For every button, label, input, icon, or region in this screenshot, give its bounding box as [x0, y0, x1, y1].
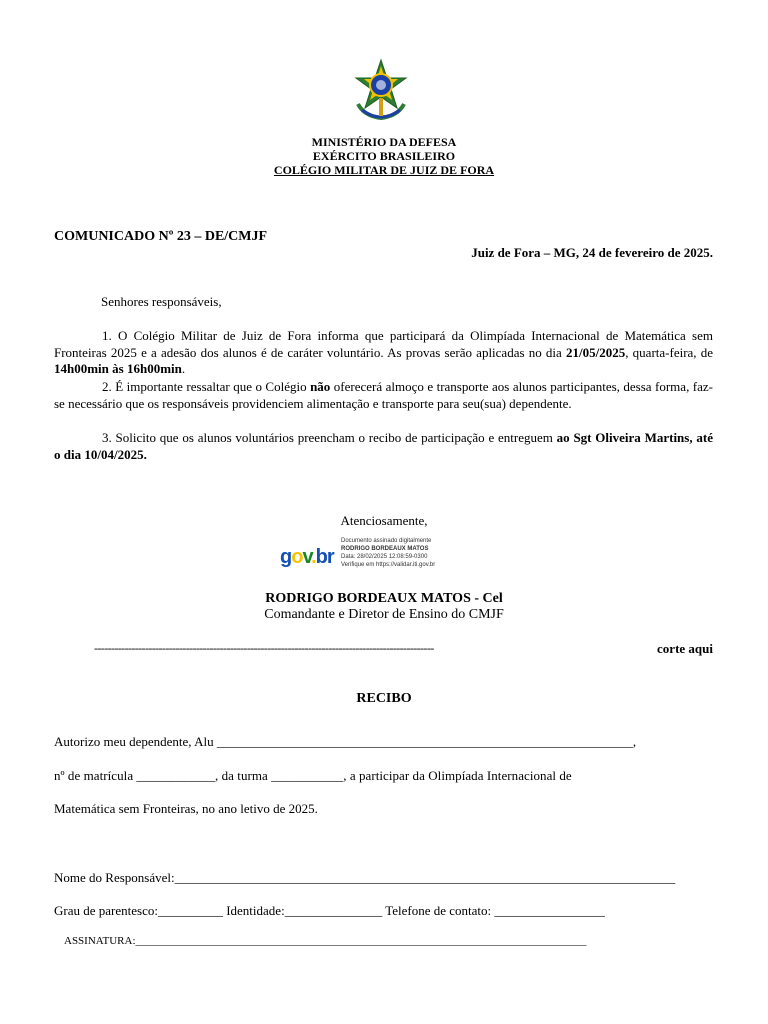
- paragraph-2: 2. É importante ressaltar que o Colégio não oferecerá almoço e transporte aos alunos participantes, dessa forma, faz-se necessário que os responsáveis providenciem alimentação e transporte para seu(sua) dependente.: [54, 379, 713, 411]
- closing: Atenciosamente,: [340, 513, 428, 528]
- communique-number: COMUNICADO Nº 23 – DE/CMJF: [54, 229, 268, 244]
- cut-line: ----------------------------------------------------------------------------------------------------: [94, 641, 434, 655]
- cut-label: corte aqui: [657, 641, 713, 656]
- digital-signature-stamp: [280, 538, 480, 574]
- govbr-logo: gov.br: [280, 546, 334, 568]
- receipt-line-2[interactable]: nº de matrícula ____________, da turma ___________, a participar da Olimpíada Internacional de: [54, 768, 572, 783]
- signer-name: RODRIGO BORDEAUX MATOS - Cel: [265, 591, 503, 606]
- signer-title: Comandante e Diretor de Ensino do CMJF: [264, 607, 504, 622]
- greeting: Senhores responsáveis,: [101, 294, 222, 309]
- receipt-title: RECIBO: [356, 691, 412, 706]
- responsavel-name-field[interactable]: _____________________________________________________________________________: [174, 870, 676, 885]
- responsavel-row: Nome do Responsável:_____________________________________________________________________________: [54, 870, 676, 885]
- grau-field[interactable]: __________: [157, 903, 223, 918]
- place-date: Juiz de Fora – MG, 24 de fevereiro de 2025.: [471, 245, 713, 260]
- signature-date: Data: 28/02/2025 12:08:59-0300: [341, 554, 428, 560]
- details-row: Grau de parentesco:__________ Identidade:_______________ Telefone de contato: _________________: [54, 903, 605, 918]
- signature-field[interactable]: __________________________________________________________________________________: [135, 935, 587, 947]
- signature-line-1: Documento assinado digitalmente: [341, 538, 432, 544]
- receipt-line-1: Autorizo meu dependente, Alu ________________________________________________________________,: [54, 734, 637, 749]
- paragraph-3: 3. Solicito que os alunos voluntários preencham o recibo de participação e entreguem ao Sgt Oliveira Martins, até o dia 10/04/2025.: [54, 430, 713, 462]
- dependent-name-field[interactable]: ________________________________________________________________: [216, 734, 633, 749]
- receipt-line-3: Matemática sem Fronteiras, no ano letivo de 2025.: [54, 801, 318, 816]
- brazil-coat-of-arms-icon: [350, 58, 412, 124]
- school-heading: COLÉGIO MILITAR DE JUIZ DE FORA: [273, 163, 495, 177]
- signature-row: ASSINATURA:__________________________________________________________________________________: [64, 935, 587, 947]
- ministry-heading: MINISTÉRIO DA DEFESA: [311, 135, 457, 149]
- army-heading: EXÉRCITO BRASILEIRO: [312, 149, 456, 163]
- signature-verify: Verifique em https://validar.iti.gov.br: [341, 562, 436, 568]
- signature-signer: RODRIGO BORDEAUX MATOS: [341, 546, 429, 552]
- identidade-field[interactable]: _______________: [284, 903, 383, 918]
- telefone-field[interactable]: _________________: [494, 903, 605, 918]
- paragraph-1: 1. O Colégio Militar de Juiz de Fora informa que participará da Olimpíada Internacional de Matemática sem Fronteiras 2025 e a adesão dos alunos é de caráter voluntário. As provas serão aplicadas no dia 21/05/2025, quarta-feira, de 14h00min às 16h00min.: [54, 328, 714, 376]
